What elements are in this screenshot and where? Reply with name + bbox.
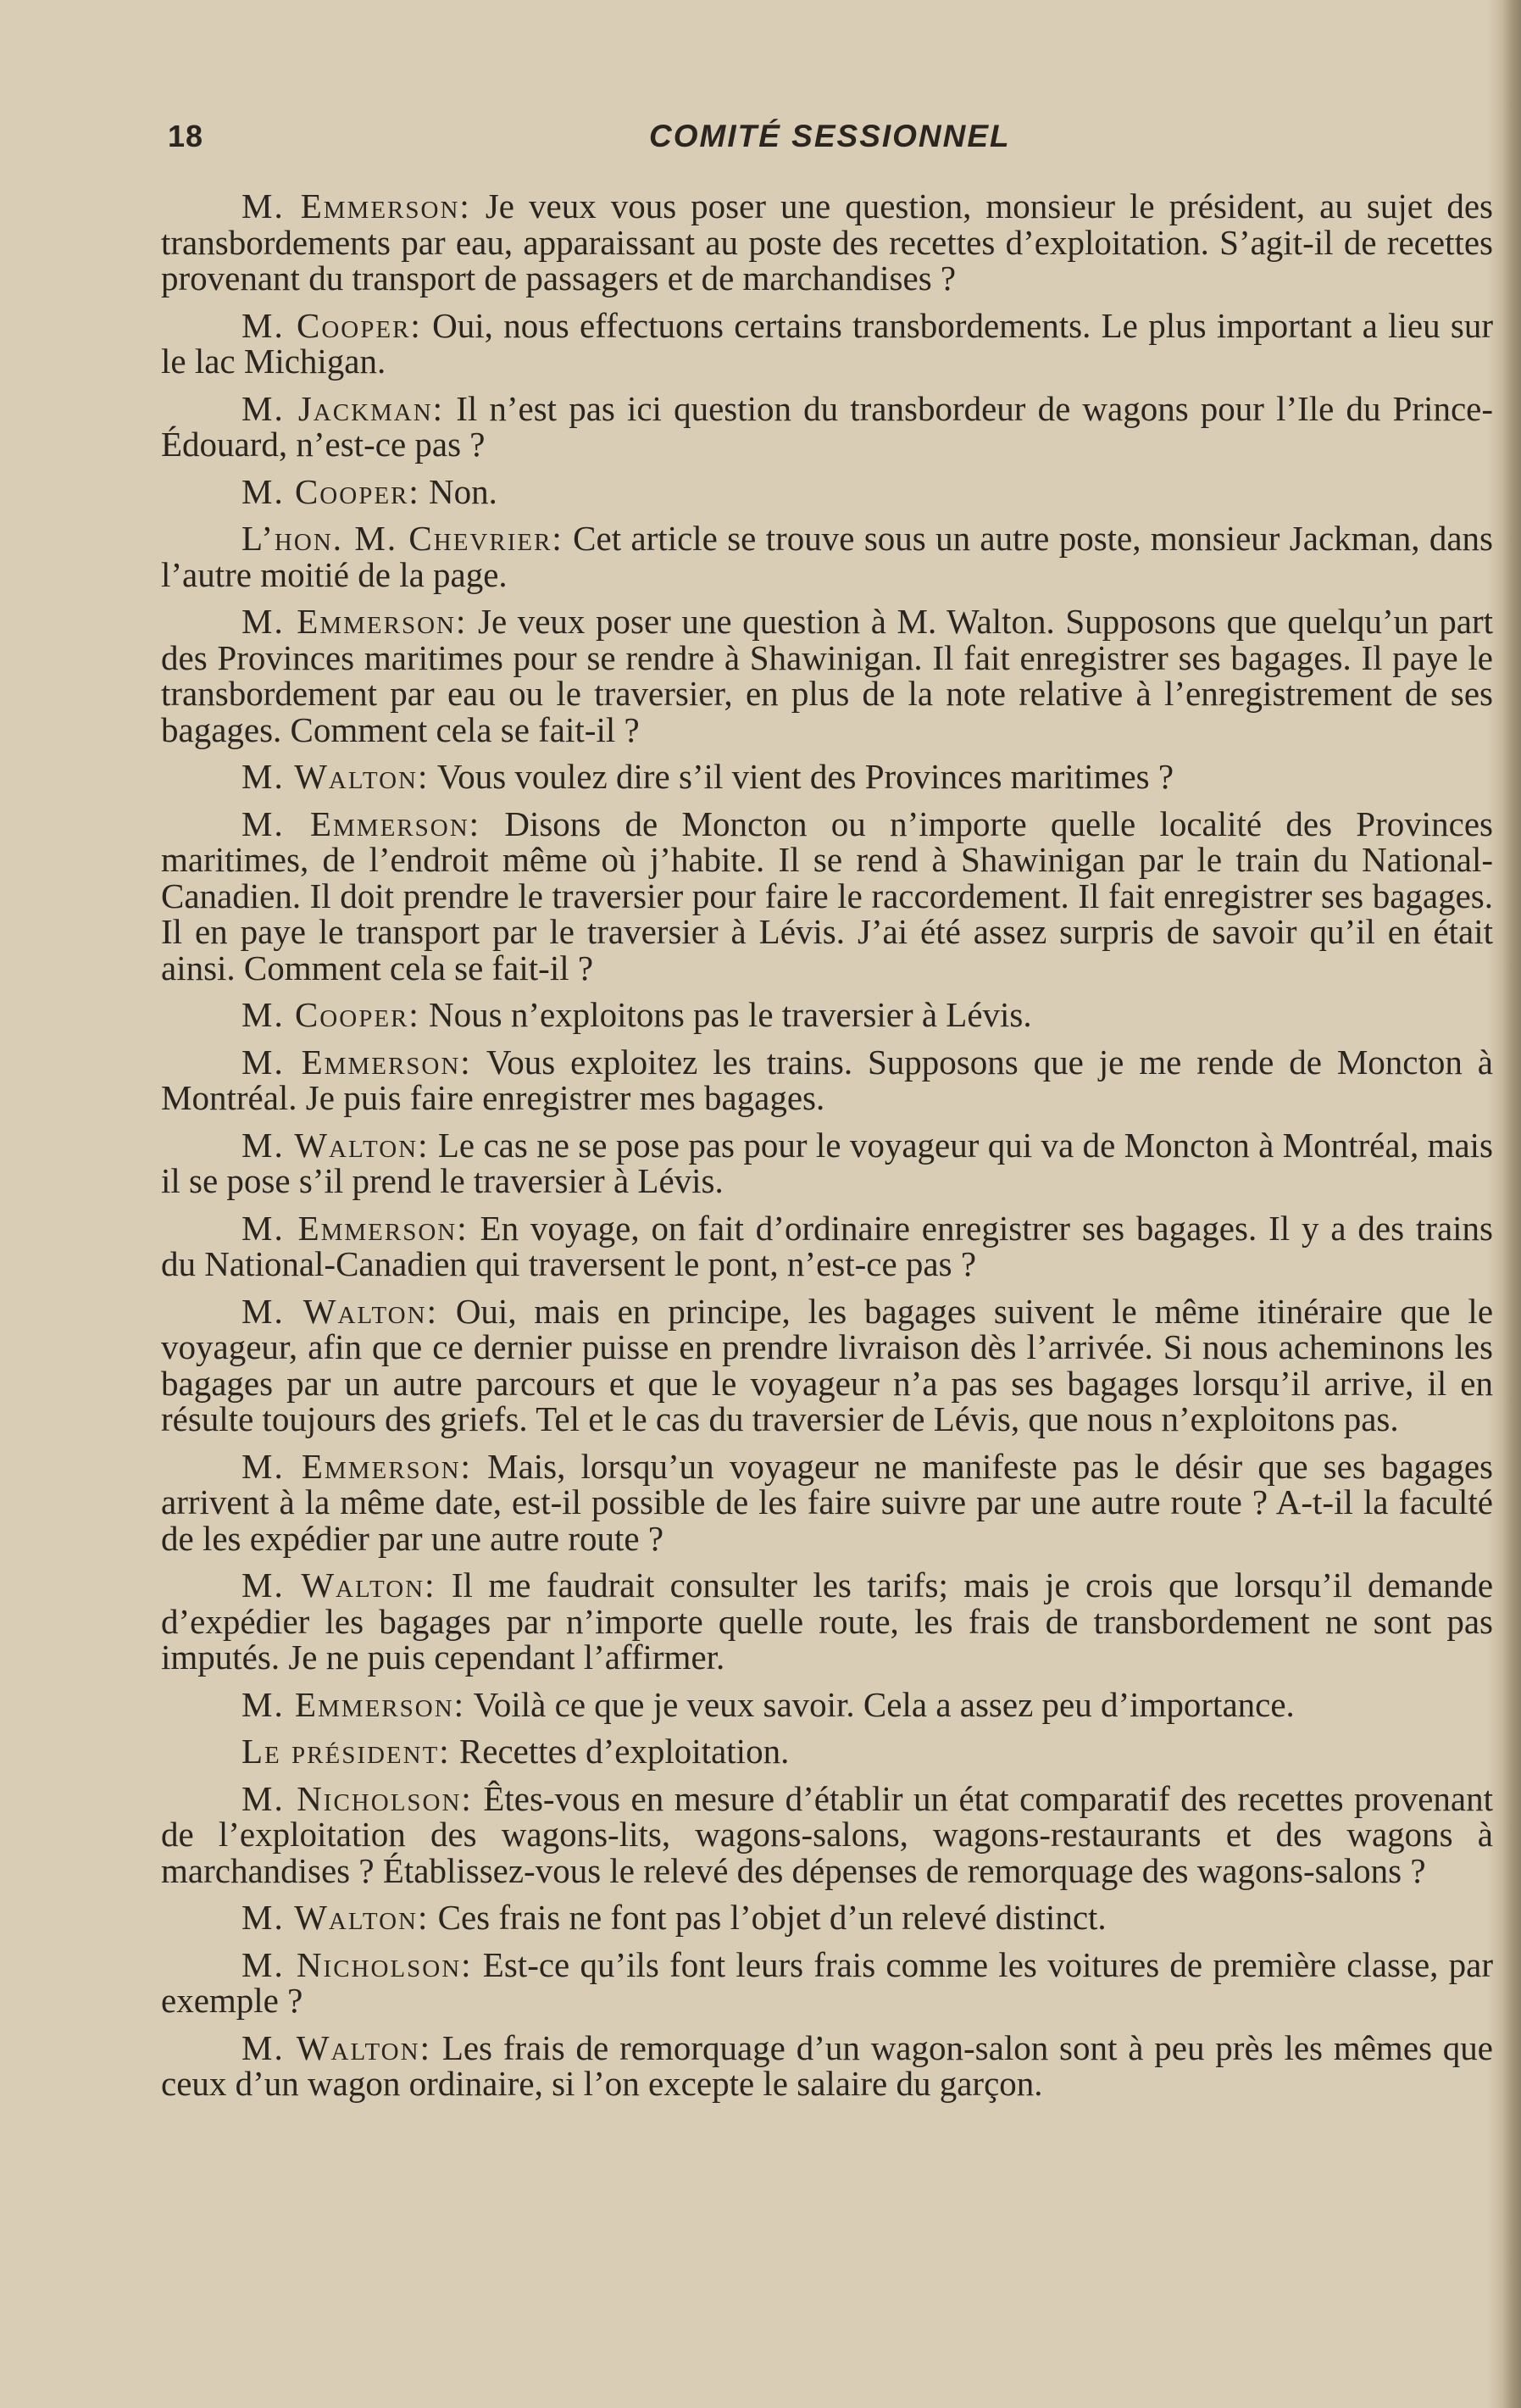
speaker-label: M. Emmerson: <box>241 1446 472 1486</box>
paragraph-text: Nous n’exploitons pas le traversier à Lévis. <box>429 995 1032 1034</box>
paragraph <box>161 388 1493 464</box>
paragraph-text: Mais, lorsqu’un voyageur ne manifeste pas le désir que ses bagages arrivent à la même date, est-il possible de les faire suivre par une autre route ? A-t-il la faculté de les expédier par une autre route ? <box>161 1446 1493 1558</box>
paragraph <box>161 997 1493 1033</box>
paragraph <box>161 1899 1493 1936</box>
running-title: COMITÉ SESSIONNEL <box>649 119 1011 153</box>
paragraph <box>161 1127 1493 1199</box>
speaker-label: M. Walton: <box>241 1125 430 1165</box>
paragraph <box>161 305 1493 381</box>
speaker-label: M. Cooper: <box>241 995 420 1034</box>
paragraph-text: Disons de Moncton ou n’importe quelle localité des Provinces maritimes, de l’endroit même où j’habite. Il se rend à Shawinigan par le train du National-Canadien. Il doit prendre le traversier pour faire le raccordement. Il fait enregistrer ses bagages. Il en paye le transport par le traversier à Lévis. J’ai été assez surpris de savoir qu’il en était ainsi. Comment cela se fait-il ? <box>161 804 1493 987</box>
paragraph <box>161 1210 1493 1282</box>
speaker-label: M. Walton: <box>241 1898 430 1937</box>
speaker-label: M. Nicholson: <box>241 1944 473 1984</box>
paragraph <box>161 1778 1493 1890</box>
running-head <box>168 119 1490 161</box>
paragraph <box>161 759 1493 795</box>
paragraph-text: Voilà ce que je veux savoir. Cela a assez peu d’importance. <box>473 1684 1295 1724</box>
paragraph-text: Le cas ne se pose pas pour le voyageur qui va de Moncton à Montréal, mais il se pose s’il prend le traversier à Lévis. <box>161 1125 1494 1200</box>
speaker-label: M. Emmerson: <box>241 186 471 225</box>
paragraph-text: Oui, nous effectuons certains transbordements. Le plus important a lieu sur le lac Michigan. <box>161 305 1493 381</box>
speaker-label: M. Cooper: <box>241 305 422 345</box>
speaker-label: M. Nicholson: <box>241 1778 473 1818</box>
paragraph-text: Il n’est pas ici question du transbordeur de wagons pour l’Ile du Prince-Édouard, n’est-ce pas ? <box>161 388 1493 464</box>
paragraph <box>161 1684 1493 1724</box>
paragraph-text: Oui, mais en principe, les bagages suivent le même itinéraire que le voyageur, afin que ce dernier puisse en prendre livraison dès l’arrivée. Si nous acheminons les bagages par un autre parcours et que le voyageur n’a pas ses bagages lorsqu’il arrive, il en résulte toujours des griefs. Tel et le cas du traversier de Lévis, que nous n’exploitons pas. <box>161 1291 1494 1438</box>
speaker-label: M. Walton: <box>241 1565 436 1604</box>
page-number: 18 <box>168 119 204 153</box>
paragraph <box>161 806 1493 987</box>
speaker-label: M. Emmerson: <box>241 1208 469 1248</box>
paragraph <box>161 2027 1494 2103</box>
paragraph <box>161 1567 1493 1676</box>
paragraph-text: Je veux vous poser une question, monsieur le président, au sujet des transbordements par eau, apparaissant au poste des recettes d’exploitation. S’agit-il de recettes provenant du transport de passagers et de marchandises ? <box>161 186 1493 298</box>
paragraph-text: Cet article se trouve sous un autre poste, monsieur Jackman, dans l’autre moitié de la page. <box>161 519 1493 594</box>
paragraph-text: Recettes d’exploitation. <box>458 1732 790 1771</box>
paragraph <box>161 471 1493 511</box>
paragraph-text: Je veux poser une question à M. Walton. Supposons que quelqu’un part des Provinces maritimes pour se rendre à Shawinigan. Il fait enregistrer ses bagages. Il paye le transbordement par eau ou le traversier, en plus de la note relative à l’enregistrement de ses bagages. Comment cela se fait-il ? <box>161 602 1493 749</box>
paragraph <box>161 603 1493 748</box>
paragraph-text: Vous exploitez les trains. Supposons que je me rende de Moncton à Montréal. Je puis faire enregistrer mes bagages. <box>161 1042 1493 1117</box>
paragraph <box>161 1044 1493 1116</box>
paragraph-text: En voyage, on fait d’ordinaire enregistrer ses bagages. Il y a des trains du National-Canadien qui traversent le pont, n’est-ce pas ? <box>161 1208 1494 1283</box>
paragraph <box>161 1446 1493 1558</box>
speaker-label: M. Emmerson: <box>241 804 481 843</box>
paragraph-text: Les frais de remorquage d’un wagon-salon sont à peu près les mêmes que ceux d’un wagon ordinaire, si l’on excepte le salaire du garçon. <box>161 2027 1494 2103</box>
paragraph-text: Est-ce qu’ils font leurs frais comme les voitures de première classe, par exemple ? <box>161 1944 1493 2020</box>
speaker-label: M. Emmerson: <box>241 1684 466 1724</box>
speaker-label: M. Emmerson: <box>241 1042 472 1082</box>
paragraph-text: Êtes-vous en mesure d’établir un état comparatif des recettes provenant de l’exploitation des wagons-lits, wagons-salons, wagons-restaurants et des wagons à marchandises ? Établissez-vous le relevé des dépenses de remorquage des wagons-salons ? <box>161 1778 1493 1890</box>
speaker-label: M. Walton: <box>241 2027 431 2067</box>
speaker-label: Le président: <box>241 1732 451 1771</box>
speaker-label: M. Cooper: <box>241 471 420 511</box>
paragraph <box>161 520 1493 592</box>
paragraph <box>161 1733 1493 1770</box>
paragraph-text: Non. <box>429 471 497 511</box>
speaker-label: M. Emmerson: <box>241 602 468 641</box>
speaker-label: M. Walton: <box>241 1291 438 1331</box>
paragraph-text: Vous voulez dire s’il vient des Provinces maritimes ? <box>436 757 1174 796</box>
paragraph <box>161 1293 1493 1438</box>
speaker-label: L’hon. M. Chevrier: <box>241 519 563 558</box>
speaker-label: M. Jackman: <box>241 388 445 428</box>
paragraph <box>161 1944 1493 2020</box>
paragraph <box>161 188 1493 297</box>
speaker-label: M. Walton: <box>241 757 430 796</box>
paragraph-text: Ces frais ne font pas l’objet d’un relevé distinct. <box>437 1898 1107 1937</box>
body-text <box>161 188 1493 2113</box>
paragraph-text: Il me faudrait consulter les tarifs; mais je crois que lorsqu’il demande d’expédier les bagages par n’importe quelle route, les frais de transbordement ne sont pas imputés. Je ne puis cependant l’affirmer. <box>161 1565 1494 1677</box>
